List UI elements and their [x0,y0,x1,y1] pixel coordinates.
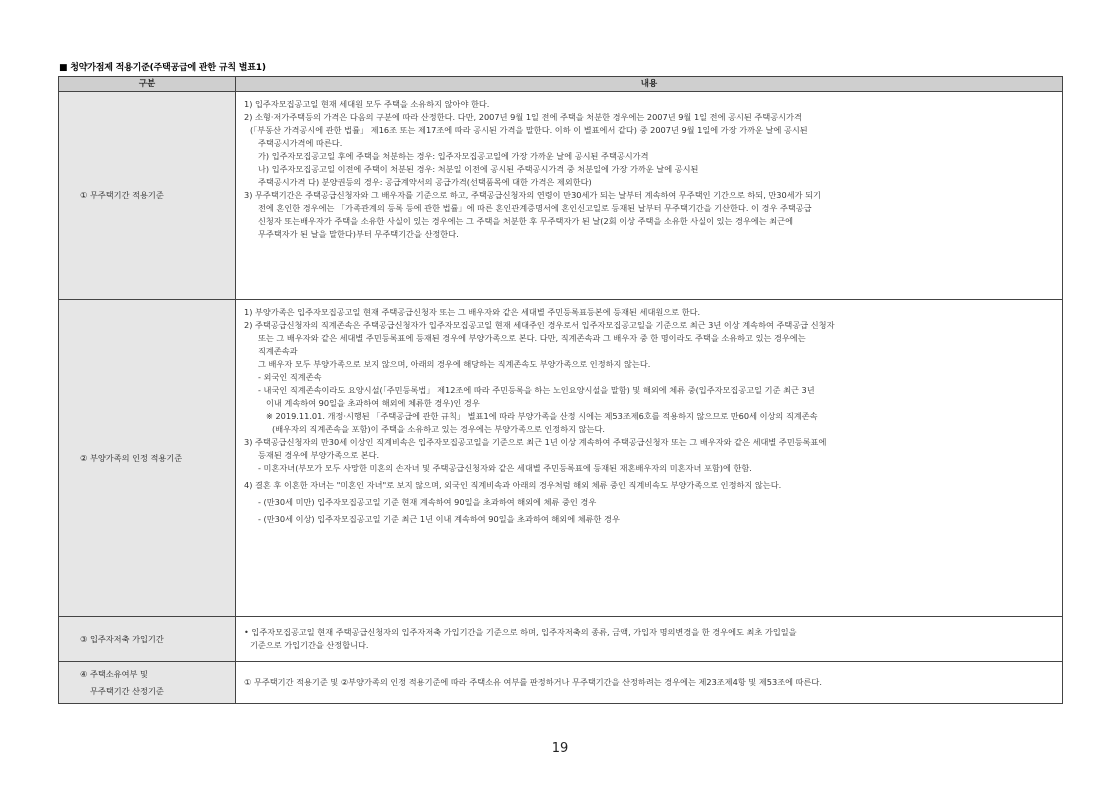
row-content [236,92,1063,300]
table-row [59,617,1063,662]
table-header-row [59,77,1063,92]
content-line: 가) 입주자모집공고일 후에 주택을 처분하는 경우: 입주자모집공고일에 가장 가까운 날에 공시된 주택공시가격 [258,151,649,161]
row-category [59,617,236,662]
table-row [59,662,1063,704]
content-line: - 내국인 직계존속이라도 요양시설(「주민등록법」 제12조에 따라 주민등록을 하는 노인요양시설을 말함) 및 해외에 체류 중(입주자모집공고일 기준 최근 3년 [258,385,815,395]
content-line: 3) 무주택기간은 주택공급신청자와 그 배우자를 기준으로 하고, 주택공급신청자의 연령이 만30세가 되는 날부터 계속하여 무주택인 기간으로 하되, 만30세가 되기 [244,190,821,200]
content-line: - (만30세 미만) 입주자모집공고일 기준 현재 계속하여 90일을 초과하여 해외에 체류 중인 경우 [258,497,597,507]
content-line: 4) 결혼 후 이혼한 자녀는 "미혼인 자녀"로 보지 않으며, 외국인 직계비속과 아래의 경우처럼 해외 체류 중인 직계비속도 부양가족으로 인정하지 않는다. [244,480,782,490]
category-label: ③ 입주자저축 가입기간 [80,633,164,644]
row-category [59,300,236,617]
content-line: 주택공시가격에 따른다. [258,138,343,148]
content-line: 2) 주택공급신청자의 직계존속은 주택공급신청자가 입주자모집공고일 현재 세대주인 경우로서 입주자모집공고일을 기준으로 최근 3년 이상 계속하여 주택공급 신청자 [244,320,835,330]
content-line: 직계존속과 [258,346,298,356]
header-content: 내용 [236,77,1063,92]
row-content [236,617,1063,662]
content-line: 2) 소형·저가주택등의 가격은 다음의 구분에 따라 산정한다. 다만, 2007년 9월 1일 전에 주택을 처분한 경우에는 2007년 9월 1일 전에 공시된 주택공시가격 [244,112,802,122]
category-label: ④ 주택소유여부 및 [80,668,148,679]
content-line: (「부동산 가격공시에 관한 법률」 제16조 또는 제17조에 따라 공시된 가격을 말한다. 이하 이 별표에서 같다) 중 2007년 9월 1일에 가장 가까운 날에 공시된 [250,125,808,135]
content-line: 주택공시가격 다) 분양권등의 경우: 공급계약서의 공급가격(선택품목에 대한 가격은 제외한다) [258,177,592,187]
content-line: 신청자 또는배우자가 주택을 소유한 사실이 있는 경우에는 그 주택을 처분한 후 무주택자가 된 날(2회 이상 주택을 소유한 사실이 있는 경우에는 최근에 [258,216,794,226]
criteria-table [58,76,1063,704]
content-line: 나) 입주자모집공고일 이전에 주택이 처분된 경우: 처분일 이전에 공시된 주택공시가격 중 처분일에 가장 가까운 날에 공시된 [258,164,699,174]
row-content [236,300,1063,617]
content-line: - 미혼자녀(부모가 모두 사망한 미혼의 손자녀 및 주택공급신청자와 같은 세대별 주민등록표에 등재된 재혼배우자의 미혼자녀 포함)에 한함. [258,463,752,473]
content-line: 1) 입주자모집공고일 현재 세대원 모두 주택을 소유하지 않아야 한다. [244,99,490,109]
content-line: 무주택자가 된 날을 말한다)부터 무주택기간을 산정한다. [258,229,459,239]
table-row [59,300,1063,617]
content-line: 기준으로 가입기간을 산정합니다. [250,640,369,650]
category-label: ① 무주택기간 적용기준 [80,190,164,200]
content-line: - (만30세 이상) 입주자모집공고일 기준 최근 1년 이내 계속하여 90일을 초과하여 해외에 체류한 경우 [258,514,620,524]
content-line: (배우자의 직계존속을 포함)이 주택을 소유하고 있는 경우에는 부양가족으로 인정하지 않는다. [272,424,605,434]
content-line: ① 무주택기간 적용기준 및 ②부양가족의 인정 적용기준에 따라 주택소유 여부를 판정하거나 무주택기간을 산정하려는 경우에는 제23조제4항 및 제53조에 따른다. [244,677,822,687]
row-category [59,92,236,300]
content-line: • 입주자모집공고일 현재 주택공급신청자의 입주자저축 가입기간을 기준으로 하며, 입주자저축의 종류, 금액, 가입자 명의변경을 한 경우에도 최초 가입일을 [244,627,797,637]
content-line: 또는 그 배우자와 같은 세대별 주민등록표에 등재된 경우에 부양가족으로 본다. 다만, 직계존속과 그 배우자 중 한 명이라도 주택을 소유하고 있는 경우에는 [258,333,806,343]
row-category [59,662,236,704]
content-line: ※ 2019.11.01. 개정·시행된 「주택공급에 관한 규칙」 별표1에 따라 부양가족을 산정 시에는 제53조제6호를 적용하지 않으므로 만60세 이상의 직계존속 [266,411,818,421]
content-line: 전에 혼인한 경우에는 「가족관계의 등록 등에 관한 법률」에 따른 혼인관계증명서에 혼인신고일로 등재된 날부터 무주택기간을 기산한다. 이 경우 주택공급 [258,203,812,213]
category-label: 무주택기간 산정기준 [90,685,164,696]
table-title: ■ 청약가점제 적용기준(주택공급에 관한 규칙 별표1) [59,63,266,73]
row-content [236,662,1063,704]
content-line: 1) 부양가족은 입주자모집공고일 현재 주택공급신청자 또는 그 배우자와 같은 세대별 주민등록표등본에 등재된 세대원으로 한다. [244,307,701,317]
table-row [59,92,1063,300]
content-line: 이내 계속하여 90일을 초과하여 해외에 체류한 경우)인 경우 [266,398,480,408]
content-line: 그 배우자 모두 부양가족으로 보지 않으며, 아래의 경우에 해당하는 직계존속도 부양가족으로 인정하지 않는다. [258,359,651,369]
content-line: - 외국인 직계존속 [258,372,322,382]
content-line: 3) 주택공급신청자의 만30세 이상인 직계비속은 입주자모집공고일을 기준으로 최근 1년 이상 계속하여 주택공급신청자 또는 그 배우자와 같은 세대별 주민등록표에 [244,437,827,447]
page-number: 19 [551,741,569,756]
header-category: 구분 [59,77,236,92]
category-label: ② 부양가족의 인정 적용기준 [80,452,183,463]
content-line: 등재된 경우에 부양가족으로 본다. [258,450,380,460]
